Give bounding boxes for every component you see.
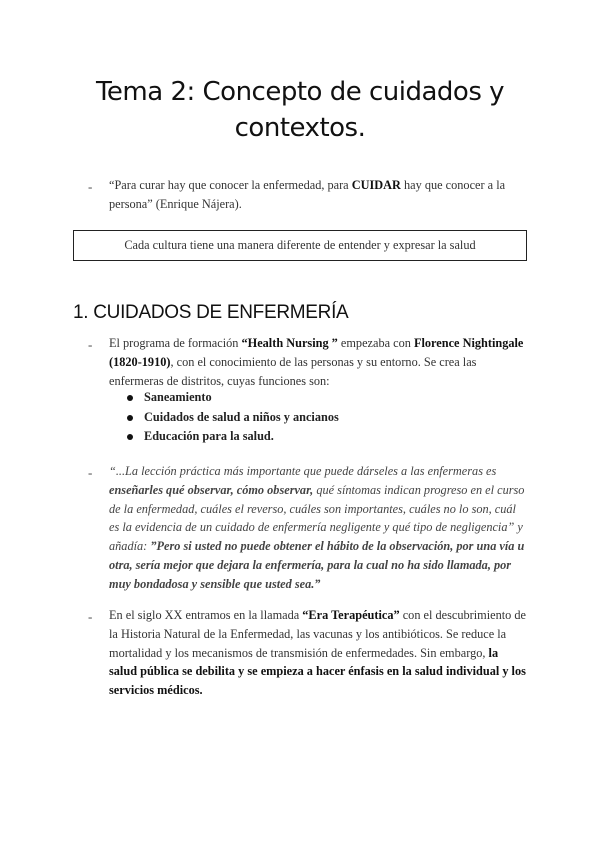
list-dash: -: [88, 465, 93, 480]
paragraph-health-nursing: El programa de formación “Health Nursing ” empezaba con Florence Nightingale (1820-1910), con el conocimiento de las personas y su entorno. Se crea las enfermeras de distritos, cuyas funciones son:: [109, 336, 524, 388]
list-dash: -: [88, 179, 93, 194]
paragraph-era-terapeutica: En el siglo XX entramos en la llamada “Era Terapéutica” con el descubrimiento de la Historia Natural de la Enfermedad, las vacunas y los antibióticos. Se reduce la mortalidad y los mecanismos de transmisión de enfermedades. Sin embargo, la salud pública se debilita y se empieza a hacer énfasis en la salud individual y los servicios médicos.: [109, 608, 526, 698]
list-item: Cuidados de salud a niños y ancianos: [127, 408, 339, 428]
list-item: Educación para la salud.: [127, 427, 339, 447]
list-dash: -: [88, 609, 93, 624]
page-title: [60, 74, 540, 146]
section-heading: 1. CUIDADOS DE ENFERMERÍA: [73, 302, 349, 323]
bold-text: CUIDAR: [351, 178, 401, 192]
title-line-1: Tema 2: Concepto de cuidados y: [95, 77, 505, 107]
boxed-statement: Cada cultura tiene una manera diferente de entender y expresar la salud: [73, 230, 527, 261]
paragraph-nightingale-quote: “...La lección práctica más importante que puede dárseles a las enfermeras es enseñarles qué observar, cómo observar, qué síntomas indican progreso en el curso de la enfermedad, cuáles el reverso, cuáles son importantes, cuáles no lo son, cuál es la evidencia de un cuidado de enfermería negligente y qué tipo de negligencia” y añadía: ”Pero si usted no puede obtener el hábito de la observación, por una vía u otra, sería mejor que dejara la enfermería, para la cual no ha sido llamada, por muy bondadosa y sensible que usted sea.”: [109, 464, 525, 591]
title-line-2: contextos.: [234, 113, 366, 143]
list-item: Saneamiento: [127, 388, 339, 408]
list-dash: -: [88, 337, 93, 352]
functions-list: [127, 388, 339, 447]
quote-paragraph: “Para curar hay que conocer la enfermedad, para CUIDAR hay que conocer a la persona” (Enrique Nájera).: [109, 178, 506, 211]
